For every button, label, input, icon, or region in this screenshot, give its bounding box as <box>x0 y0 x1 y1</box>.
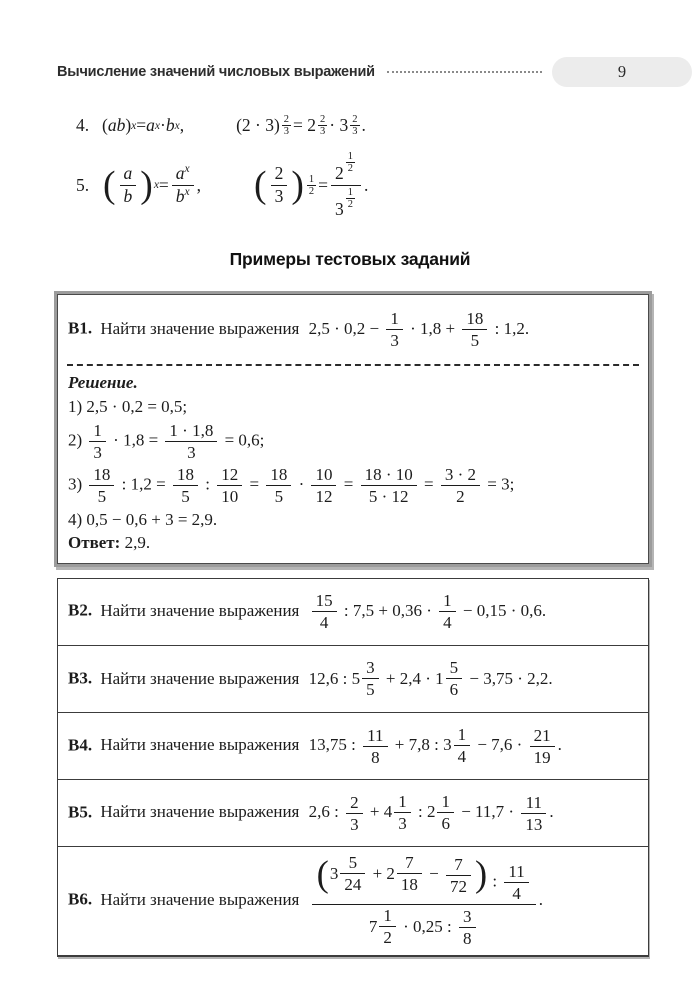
problem-expression <box>304 852 544 949</box>
math-text: = <box>245 474 264 494</box>
parenthesized-group: ( 3 $\frac{5}{24}$ + 2 $\frac{7}{18}$ − $\frac{7}{72}$ ) <box>316 852 488 896</box>
exponent-fraction: $\frac{2}{3}$ <box>320 114 326 138</box>
math-text: 3) <box>68 474 87 494</box>
problem-prompt: Найти значение выражения <box>100 668 300 688</box>
math-text: = <box>318 174 328 195</box>
dotted-leader <box>387 71 542 73</box>
fraction: $\frac{18}{5}$ <box>266 465 291 506</box>
problem-expression <box>304 658 553 700</box>
fraction: $\frac{11}{13}$ <box>521 793 546 834</box>
math-text: + 2,4 · <box>381 668 436 688</box>
formula-example <box>253 151 368 219</box>
fraction: $\frac{1}{3}$ <box>89 421 106 462</box>
math-text: = 3; <box>483 474 515 494</box>
math-text: 13,75 : <box>304 735 361 755</box>
problem-label: В3. <box>68 668 93 688</box>
math-variable: b <box>165 115 175 136</box>
math-text: : <box>488 871 502 891</box>
fraction: $\frac{15}{4}$ <box>312 591 337 632</box>
formula-number: 4. <box>76 115 90 136</box>
formula-item-4 <box>76 114 700 137</box>
fraction: $\frac{3 \cdot 2}{2}$ <box>441 465 480 506</box>
exponent-fraction: $\frac{1}{2}$ <box>347 151 353 175</box>
math-text: − 0,15 · 0,6. <box>458 600 547 620</box>
fraction: $\frac{12}{10}$ <box>217 465 242 506</box>
math-text: = 0,6; <box>220 430 265 449</box>
math-text: + <box>365 802 384 822</box>
fraction: $\frac{1}{4}$ <box>439 591 456 632</box>
problem-row-b4 <box>58 713 648 780</box>
page-number: 9 <box>617 62 627 81</box>
page-number-badge <box>552 57 692 87</box>
math-text: (2 · 3) <box>236 115 280 136</box>
math-text: : 7,5 + 0,36 · <box>339 600 437 620</box>
fraction: $\frac{18}{5}$ <box>89 465 114 506</box>
problem-cell <box>68 725 562 767</box>
problem-prompt: Найти значение выражения <box>100 889 300 909</box>
mixed-number: 5 $\frac{3}{5}$ <box>352 658 382 699</box>
math-variable: a <box>175 163 185 184</box>
fraction: $\frac{11}{4}$ <box>504 862 528 903</box>
formula-number: 5. <box>76 174 90 195</box>
problems-table <box>57 578 649 957</box>
math-variable: b <box>175 185 185 206</box>
fraction: $\frac{18}{5}$ <box>173 465 198 506</box>
fraction: $\frac{18 \cdot 10}{5 \cdot 12}$ <box>361 465 417 506</box>
problem-row-b6 <box>58 847 648 955</box>
fraction: $\frac{2}{3}$ <box>271 164 288 206</box>
fraction: $\frac{2}{3}$ <box>346 793 363 834</box>
section-title: Примеры тестовых заданий <box>229 249 471 270</box>
math-text: + 7,8 : <box>390 735 444 755</box>
problem-cell <box>68 591 546 632</box>
solution-title: Решение. <box>68 373 138 393</box>
math-text: 2 <box>334 163 344 184</box>
parenthesized-group: ( $\frac{2}{3}$ ) <box>254 163 304 207</box>
problem-prompt: Найти значение выражения <box>100 600 300 620</box>
problem-expression <box>304 309 530 351</box>
exponent-fraction: $\frac{1}{2}$ <box>308 173 315 197</box>
exponent-fraction: $\frac{1}{2}$ <box>347 186 353 210</box>
problem-cell <box>68 853 543 949</box>
problem-cell <box>68 792 554 834</box>
math-text: . <box>538 889 544 909</box>
fraction: $\frac{7}{72}$ <box>446 855 471 896</box>
mixed-number: 4 $\frac{1}{3}$ <box>384 792 414 833</box>
math-text: , <box>196 174 202 195</box>
answer-label: Ответ: <box>68 532 121 552</box>
math-text: 3 <box>334 198 344 219</box>
math-variable: ab <box>107 115 126 136</box>
math-text: : 1,2 = <box>117 474 170 494</box>
problem-cell <box>68 658 553 699</box>
math-text: : <box>413 802 427 822</box>
fraction: $\frac{10}{12}$ <box>311 465 336 506</box>
problem-label: В6. <box>68 889 93 909</box>
math-text: · 0,25 : <box>398 916 457 936</box>
math-text: . <box>361 115 366 136</box>
fraction: $\frac{1 \cdot 1,8}{3}$ <box>165 421 217 462</box>
math-text: − <box>424 863 443 883</box>
math-superscript: x <box>184 185 190 198</box>
problem-expression <box>304 791 554 834</box>
solution-step-1 <box>68 396 638 417</box>
b1-solution <box>66 373 640 553</box>
solution-divider <box>67 364 639 366</box>
math-text: . <box>557 735 562 755</box>
math-text: · <box>160 115 166 136</box>
solution-step-4 <box>68 509 638 530</box>
math-variable: b <box>123 185 133 206</box>
math-text: − 11,7 · <box>456 802 519 822</box>
math-text <box>304 601 308 620</box>
exponent-fraction: $\frac{2}{3}$ <box>352 114 358 138</box>
fraction <box>120 164 137 206</box>
fraction: $\frac{3}{8}$ <box>459 907 476 948</box>
math-text: . <box>549 802 554 822</box>
math-text: = <box>136 115 147 136</box>
solution-step-2 <box>68 421 638 462</box>
fraction <box>331 151 361 219</box>
problem-row-b3 <box>58 646 648 713</box>
math-text: : <box>200 474 215 494</box>
problem-label: В4. <box>68 735 93 755</box>
mixed-number: 2 $\frac{7}{18}$ <box>386 853 425 894</box>
formula-example <box>236 114 366 137</box>
parenthesized-group: ( $\frac{a}{b}$ ) <box>103 163 153 207</box>
problem-label: В2. <box>68 600 93 620</box>
math-text: = <box>339 474 358 494</box>
math-text: · 1,8 + <box>405 318 460 338</box>
fraction: $\frac{21}{19}$ <box>530 726 555 767</box>
math-text: 1) 2,5 · 0,2 = 0,5; <box>68 397 188 417</box>
math-text: 2,5 · 0,2 − <box>304 318 384 338</box>
fraction: $\frac{1}{3}$ <box>386 309 403 350</box>
formula-item-5 <box>76 151 700 219</box>
math-text: = <box>419 474 438 494</box>
running-header <box>57 56 692 88</box>
formula-general: ( ab ) x = a x · b x , <box>102 115 185 136</box>
problem-row-b5 <box>58 780 648 847</box>
problem-prompt: Найти значение выражения <box>100 735 300 755</box>
formula-list <box>76 114 700 219</box>
answer-value: 2,9. <box>120 532 151 552</box>
problem-prompt: Найти значение выражения <box>100 802 300 822</box>
problem-label: В5. <box>68 802 93 822</box>
example-b1-box <box>57 294 649 564</box>
math-text: 2,6 : <box>304 802 344 822</box>
mixed-number: 3 $\frac{1}{4}$ <box>443 725 473 766</box>
problem-prompt: Найти значение выражения <box>100 318 300 338</box>
math-variable: a <box>123 163 133 184</box>
formula-general: ( $\frac{a}{b}$ ) x = $\frac{a^x}{b^x}$ , <box>103 163 202 207</box>
math-text: 4) 0,5 − 0,6 + 3 = 2,9. <box>68 509 218 529</box>
math-text: − 3,75 · 2,2. <box>465 668 553 688</box>
problem-label: В1. <box>68 318 93 338</box>
math-text: : 1,2. <box>490 318 530 338</box>
math-superscript: x <box>184 163 190 176</box>
solution-step-3 <box>68 465 638 506</box>
solution-answer <box>68 533 638 553</box>
problem-row-b2 <box>58 579 648 646</box>
math-text: . <box>363 174 369 195</box>
math-text: · 3 <box>329 115 349 136</box>
math-text: · <box>294 474 309 494</box>
fraction <box>172 164 194 206</box>
problem-expression <box>304 724 562 767</box>
math-text: ( <box>102 115 108 136</box>
math-text: , <box>179 115 185 136</box>
math-text: − 7,6 · <box>473 735 527 755</box>
fraction <box>312 853 536 949</box>
math-variable: a <box>146 115 155 136</box>
math-text: · 1,8 = <box>108 430 163 449</box>
running-header-title: Вычисление значений числовых выражений <box>57 64 375 80</box>
math-text: ) <box>125 115 132 136</box>
math-text: = <box>158 174 169 195</box>
mixed-number: 7 $\frac{1}{2}$ <box>369 906 399 947</box>
fraction: $\frac{18}{5}$ <box>462 309 487 350</box>
math-text: + <box>368 863 387 883</box>
math-text: 2) <box>68 430 87 449</box>
exponent-fraction: $\frac{2}{3}$ <box>283 114 290 138</box>
math-text: 12,6 : <box>304 668 352 688</box>
b1-problem <box>66 305 640 356</box>
math-text: = 2 <box>293 115 317 136</box>
mixed-number: 3 $\frac{5}{24}$ <box>330 853 369 894</box>
math-text <box>304 890 308 909</box>
mixed-number: 2 $\frac{1}{6}$ <box>427 792 457 833</box>
mixed-number: 1 $\frac{5}{6}$ <box>435 658 465 699</box>
problem-expression <box>304 591 547 633</box>
fraction: $\frac{11}{8}$ <box>363 726 387 767</box>
